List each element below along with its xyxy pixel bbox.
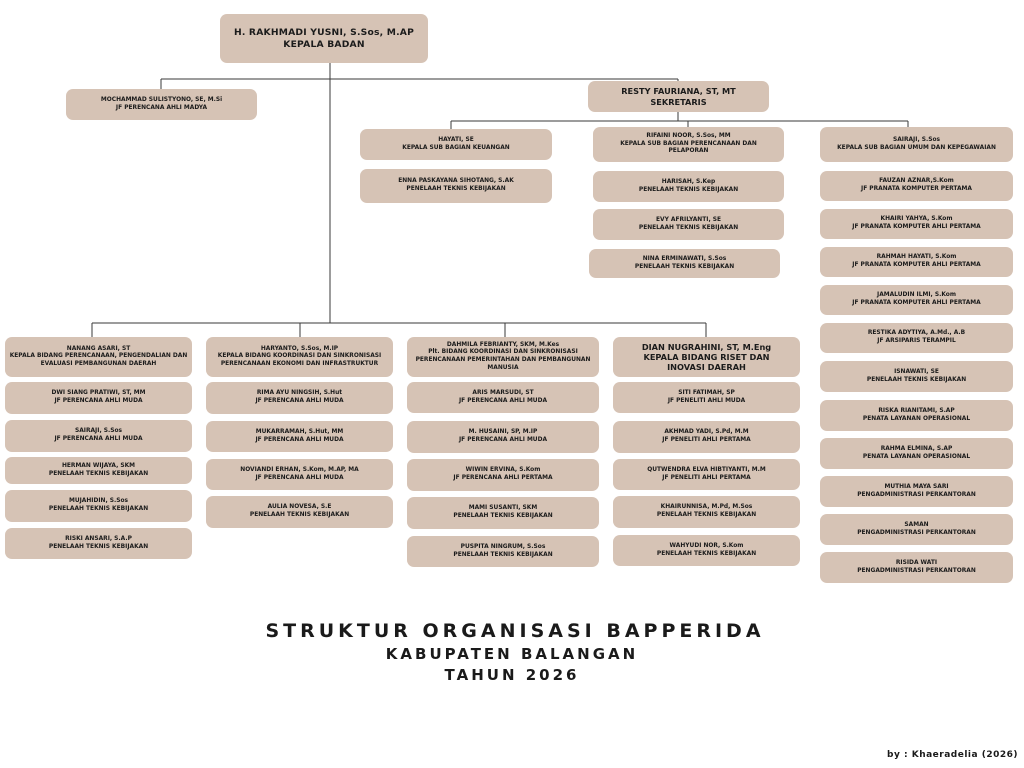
person-name: PUSPITA NINGRUM, S.Sos: [460, 543, 546, 550]
subbagian-head-box: [820, 127, 1013, 162]
position-title: PENELAAH TEKNIS KEBIJAKAN: [453, 513, 553, 519]
staff-box: [613, 496, 800, 528]
position-title: JF PENELITI AHLI PERTAMA: [662, 437, 751, 443]
position-title: PENELAAH TEKNIS KEBIJAKAN: [48, 470, 149, 477]
staff-box: [613, 421, 800, 453]
person-name: RISIDA WATI: [895, 559, 938, 566]
position-title: JF PERENCANA AHLI MUDA: [458, 437, 548, 443]
position-title: JF PRANATA KOMPUTER AHLI PERTAMA: [852, 300, 981, 306]
person-name: KHAIRUNNISA, M.Pd, M.Sos: [660, 504, 753, 511]
person-name: H. RAKHMADI YUSNI, S.Sos, M.AP: [233, 27, 415, 38]
person-name: MUKARRAMAH, S.Hut, MM: [255, 428, 344, 435]
bidang-head-box: [407, 337, 599, 377]
person-name: RISKA RIANITAMI, S.AP: [878, 407, 955, 414]
person-name: NANANG ASARI, ST: [66, 345, 131, 352]
staff-box: [407, 497, 599, 529]
person-name: FAUZAN AZNAR,S.Kom: [879, 178, 954, 185]
person-name: SITI FATIMAH, SP: [678, 389, 735, 396]
person-name: DAHMILA FEBRIANTY, SKM, M.Kes: [446, 341, 560, 348]
staff-box: [820, 438, 1013, 469]
person-name: EVY AFRILYANTI, SE: [656, 216, 721, 223]
position-title: JF PRANATA KOMPUTER AHLI PERTAMA: [852, 262, 981, 268]
position-title: PENELAAH TEKNIS KEBIJAKAN: [48, 543, 149, 550]
person-name: WAHYUDI NOR, S.Kom: [669, 542, 744, 549]
position-title: JF PRANATA KOMPUTER PERTAMA: [861, 186, 972, 192]
staff-box: [5, 420, 192, 452]
person-name: RIFAINI NOOR, S.Sos, MM: [646, 133, 731, 140]
position-title: PENGADMINISTRASI PERKANTORAN: [857, 529, 976, 536]
person-name: ISNAWATI, SE: [894, 368, 939, 375]
person-name: SAIRAJI, S.Sos: [74, 428, 123, 435]
staff-box: [820, 361, 1013, 392]
person-name: RISKI ANSARI, S.A.P: [65, 535, 132, 542]
position-title: PERENCANAAN EKONOMI DAN INFRASTRUKTUR: [220, 360, 379, 367]
chart-subtitle-region: KABUPATEN BALANGAN: [385, 645, 639, 663]
position-title: KEPALA SUB BAGIAN KEUANGAN: [402, 144, 510, 151]
person-name: WIWIN ERVINA, S.Kom: [465, 467, 541, 474]
staff-box: [820, 400, 1013, 431]
staff-box: [820, 171, 1013, 201]
person-name: MAMI SUSANTI, SKM: [468, 505, 538, 512]
subbagian-head-box: [360, 129, 552, 160]
position-title: JF PERENCANA AHLI MUDA: [458, 397, 548, 404]
position-title: JF PERENCANA AHLI MADYA: [115, 104, 208, 111]
staff-box: [613, 459, 800, 490]
position-title: PENELAAH TEKNIS KEBIJAKAN: [638, 186, 739, 193]
person-name: DWI SIANG PRATIWI, ST, MM: [51, 390, 146, 397]
person-name: SAMAN: [904, 521, 929, 528]
position-title: JF ARSIPARIS TERAMPIL: [877, 338, 956, 344]
position-title: KEPALA BIDANG RISET DAN: [643, 351, 770, 362]
person-name: RESTY FAURIANA, ST, MT: [621, 86, 736, 97]
bidang-head-box: [5, 337, 192, 377]
staff-box: [589, 249, 780, 278]
position-title: JF PERENCANA AHLI MUDA: [54, 398, 143, 404]
position-title: KEPALA BIDANG KOORDINASI DAN SINKRONISASI: [217, 353, 382, 360]
person-name: HARYANTO, S.Sos, M.IP: [260, 345, 339, 352]
staff-box: [206, 382, 393, 414]
position-title: JF PERENCANA AHLI MUDA: [255, 474, 344, 481]
person-name: DIAN NUGRAHINI, ST, M.Eng: [641, 341, 772, 352]
person-name: KHAIRI YAHYA, S.Kom: [880, 216, 953, 223]
position-title: PENELAAH TEKNIS KEBIJAKAN: [249, 512, 350, 518]
person-name: MOCHAMMAD SULISTYONO, SE, M.Si: [100, 96, 223, 103]
position-title: PERENCANAAN PEMERINTAHAN DAN PEMBANGUNAN: [415, 357, 591, 363]
position-title: PENELAAH TEKNIS KEBIJAKAN: [453, 551, 553, 558]
position-title: PENELAAH TEKNIS KEBIJAKAN: [406, 186, 506, 192]
person-name: MUTHIA MAYA SARI: [884, 483, 949, 490]
position-title: KEPALA SUB BAGIAN UMUM DAN KEPEGAWAIAN: [837, 144, 996, 151]
staff-box: [820, 285, 1013, 315]
person-name: M. HUSAINI, SP, M.IP: [468, 429, 538, 436]
position-title: INOVASI DAERAH: [667, 362, 746, 373]
staff-box: [360, 169, 552, 203]
head-box: [220, 14, 428, 63]
person-name: RAHMA ELMINA, S.AP: [880, 445, 953, 452]
position-title: JF PERENCANA AHLI MUDA: [255, 398, 344, 404]
person-name: ARIS MARSUDI, ST: [472, 389, 534, 396]
staff-box: [5, 382, 192, 414]
staff-box: [593, 209, 784, 240]
staff-box: [206, 459, 393, 490]
author-credit: by : Khaeradelia (2026): [887, 750, 1018, 760]
position-title: PENGADMINISTRASI PERKANTORAN: [857, 491, 976, 498]
position-title: JF PERENCANA AHLI MUDA: [255, 436, 344, 443]
position-title: JF PENELITI AHLI MUDA: [667, 397, 746, 404]
person-name: HARISAH, S.Kep: [661, 178, 716, 185]
position-title: KEPALA SUB BAGIAN PERENCANAAN DAN: [620, 140, 757, 147]
person-name: ENNA PASKAYANA SIHOTANG, S.AK: [398, 178, 514, 185]
chart-title-block: [0, 620, 1024, 684]
chart-title: STRUKTUR ORGANISASI BAPPERIDA: [265, 620, 765, 642]
staff-box: [820, 209, 1013, 239]
subbagian-head-box: [593, 127, 784, 162]
staff-box: [206, 496, 393, 528]
person-name: JAMALUDIN ILMI, S.Kom: [877, 292, 956, 299]
staff-box: [613, 382, 800, 413]
staff-box: [5, 490, 192, 522]
position-title: PELAPORAN: [668, 148, 709, 155]
person-name: QUTWENDRA ELVA HIBTIYANTI, M.M: [647, 466, 766, 473]
position-title: JF PRANATA KOMPUTER AHLI PERTAMA: [852, 224, 981, 230]
position-title: KEPALA BIDANG PERENCANAAN, PENGENDALIAN DAN: [9, 353, 188, 360]
staff-box: [407, 382, 599, 413]
position-title: KEPALA BADAN: [283, 38, 365, 50]
person-name: NOVIANDI ERHAN, S.Kom, M.AP, MA: [240, 466, 359, 473]
person-name: HAYATI, SE: [438, 136, 474, 143]
position-title: JF PERENCANA AHLI MUDA: [54, 436, 143, 442]
bidang-head-box: [613, 337, 800, 377]
position-title: JF PENELITI AHLI PERTAMA: [662, 474, 751, 481]
position-title: JF PERENCANA AHLI PERTAMA: [453, 475, 553, 481]
position-title: PENGADMINISTRASI PERKANTORAN: [857, 567, 976, 574]
person-name: RIMA AYU NINGSIH, S.Hut: [256, 390, 343, 397]
staff-box: [5, 528, 192, 559]
person-name: SAIRAJI, S.Sos: [892, 136, 941, 143]
position-title: PENATA LAYANAN OPERASIONAL: [862, 453, 971, 460]
staff-box: [407, 421, 599, 453]
position-title: MANUSIA: [487, 364, 519, 371]
position-title: SEKRETARIS: [650, 96, 707, 107]
person-name: RAHMAH HAYATI, S.Kom: [876, 254, 957, 261]
person-name: RESTIKA ADYTIYA, A.Md., A.B: [867, 330, 966, 337]
staff-box: [820, 247, 1013, 277]
position-title: PENELAAH TEKNIS KEBIJAKAN: [634, 263, 735, 270]
staff-box: [820, 323, 1013, 353]
sekretaris-box: [588, 81, 769, 112]
position-title: PENELAAH TEKNIS KEBIJAKAN: [638, 224, 739, 231]
person-name: NINA ERMINAWATI, S.Sos: [642, 255, 727, 262]
position-title: PENELAAH TEKNIS KEBIJAKAN: [656, 512, 757, 518]
bidang-head-box: [206, 337, 393, 377]
staff-box: [593, 171, 784, 202]
person-name: HERMAN WIJAYA, SKM: [61, 462, 136, 469]
staff-box: [820, 514, 1013, 545]
staff-box: [206, 421, 393, 452]
staff-box: [820, 476, 1013, 507]
staff-box: [407, 536, 599, 567]
jf-madya-box: [66, 89, 257, 120]
position-title: PENELAAH TEKNIS KEBIJAKAN: [656, 550, 757, 557]
chart-subtitle-year: TAHUN 2026: [444, 666, 580, 684]
staff-box: [820, 552, 1013, 583]
staff-box: [407, 459, 599, 491]
staff-box: [5, 457, 192, 484]
position-title: PENELAAH TEKNIS KEBIJAKAN: [866, 376, 967, 383]
person-name: MUJAHIDIN, S.Sos: [68, 498, 129, 505]
person-name: AULIA NOVESA, S.E: [267, 504, 332, 511]
person-name: AKHMAD YADI, S.Pd, M.M: [664, 429, 749, 436]
position-title: PENATA LAYANAN OPERASIONAL: [862, 415, 971, 422]
position-title: Plt. BIDANG KOORDINASI DAN SINKRONISASI: [428, 349, 578, 356]
staff-box: [613, 535, 800, 566]
position-title: PENELAAH TEKNIS KEBIJAKAN: [48, 506, 149, 512]
position-title: EVALUASI PEMBANGUNAN DAERAH: [40, 360, 157, 367]
